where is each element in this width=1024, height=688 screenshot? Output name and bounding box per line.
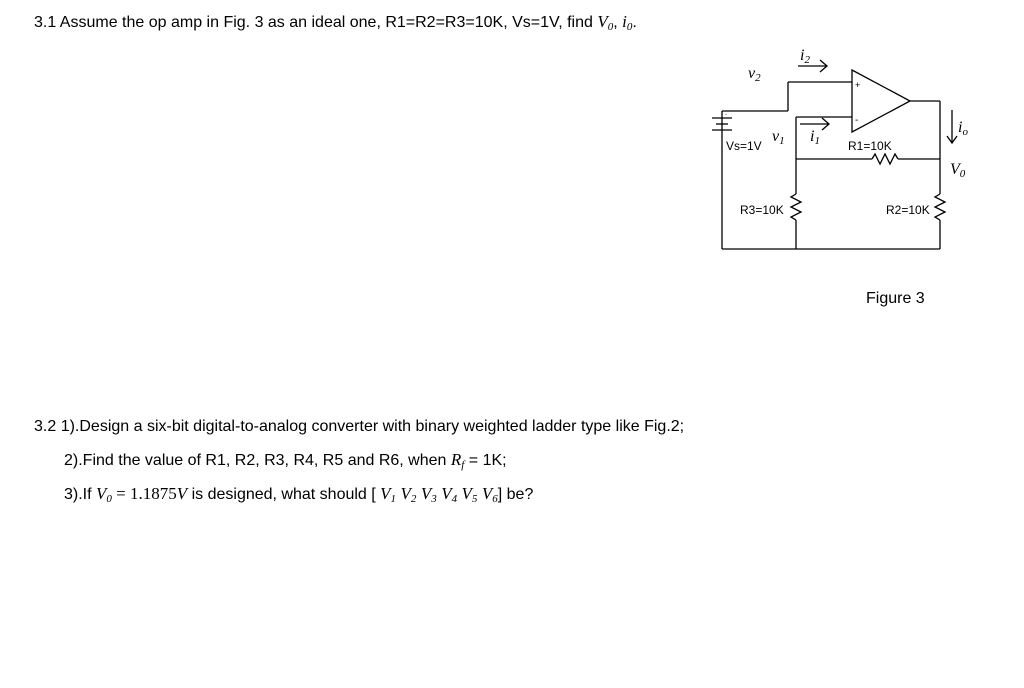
i2-label: i2 <box>800 47 810 66</box>
v4-symbol: $V_4$ <box>441 484 458 505</box>
v2-symbol: $V_2$ <box>400 484 417 505</box>
r1-label: R1=10K <box>848 139 892 153</box>
r2-label: R2=10K <box>886 203 930 217</box>
i1-label: i1 <box>810 128 820 147</box>
io-label: io <box>958 119 968 138</box>
i0-symbol: $i_0$ <box>622 12 633 33</box>
v5-symbol: $V_5$ <box>461 484 478 505</box>
v3-symbol: $V_3$ <box>420 484 437 505</box>
circuit-diagram <box>700 44 980 264</box>
rf-symbol: $R_f$ <box>450 450 465 471</box>
question-3-2-line1: 3.2 1).Design a six-bit digital-to-analog converter with binary weighted ladder type like Fig.2; <box>34 418 685 435</box>
vs-label: Vs=1V <box>726 139 762 153</box>
vo-label: V0 <box>950 161 966 180</box>
vo-symbol: $V_0$ <box>96 484 112 505</box>
v2-label: v2 <box>748 65 761 84</box>
v1-symbol: $V_1$ <box>380 484 397 505</box>
figure-caption: Figure 3 <box>866 290 925 307</box>
op-amp-symbol <box>852 70 910 132</box>
question-3-1-text: 3.1 Assume the op amp in Fig. 3 as an ideal one, R1=R2=R3=10K, Vs=1V, find <box>34 14 598 31</box>
minus-sign: - <box>855 115 859 126</box>
question-3-1: 3.1 Assume the op amp in Fig. 3 as an ideal one, R1=R2=R3=10K, Vs=1V, find $V_0$, $i_0$. <box>34 12 637 33</box>
question-3-2-line3: 3).If $V_0 = 1.1875V$ is designed, what should [ $V_1$ $V_2$ $V_3$ $V_4$ $V_5$ $V_6$] be? <box>64 484 534 505</box>
v0-symbol: $V_0$ <box>597 12 614 33</box>
svg-text:.: . <box>725 108 728 117</box>
question-3-2-line2: 2).Find the value of R1, R2, R3, R4, R5 and R6, when $R_f = 1K$; <box>64 450 507 471</box>
plus-sign: + <box>855 80 861 90</box>
v6-symbol: $V_6$ <box>481 484 498 505</box>
v1-label: v1 <box>772 128 785 147</box>
r3-label: R3=10K <box>740 203 784 217</box>
